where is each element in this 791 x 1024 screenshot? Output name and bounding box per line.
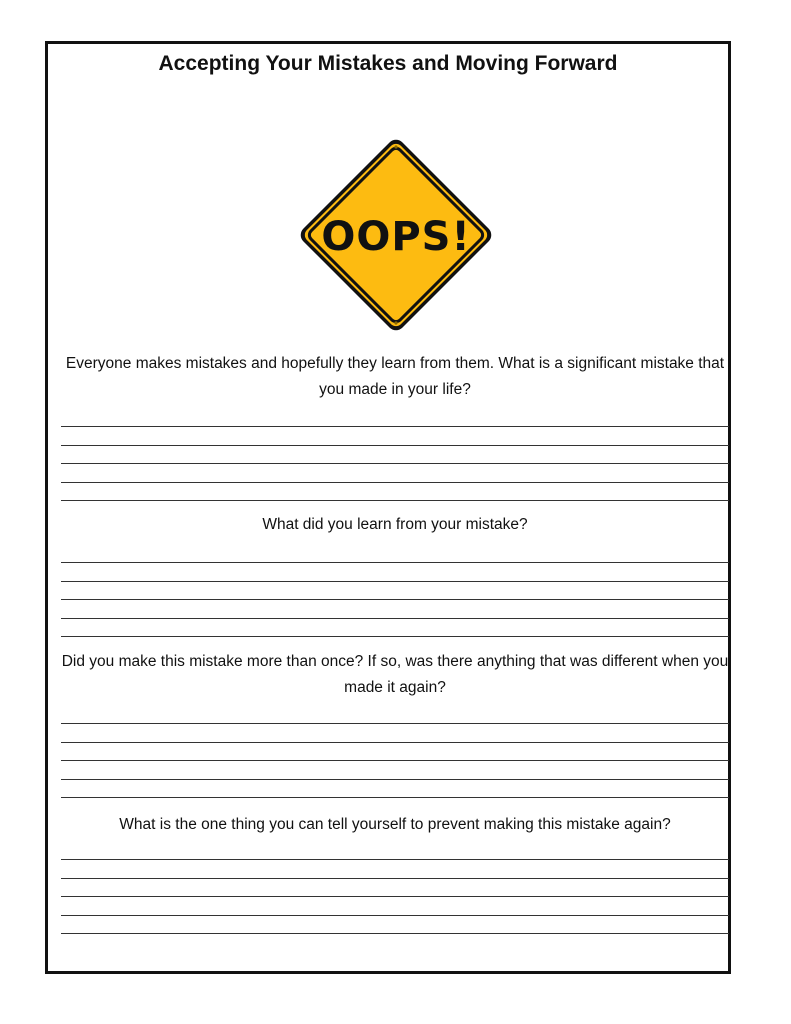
answer-line[interactable] — [61, 562, 729, 563]
question-1: Everyone makes mistakes and hopefully they learn from them. What is a significant mistake that you made in your life? — [65, 355, 725, 398]
sign-text: OOPS! — [321, 214, 471, 260]
question-3: Did you make this mistake more than once? If so, was there anything that was different when you made it again? — [61, 653, 729, 696]
answer-line[interactable] — [61, 797, 729, 798]
answer-line[interactable] — [61, 760, 729, 761]
answer-line[interactable] — [61, 742, 729, 743]
answer-line[interactable] — [61, 445, 729, 446]
answer-line[interactable] — [61, 779, 729, 780]
question-2: What did you learn from your mistake? — [262, 516, 528, 533]
answer-line[interactable] — [61, 463, 729, 464]
answer-line[interactable] — [61, 426, 729, 427]
answer-line[interactable] — [61, 482, 729, 483]
answer-line[interactable] — [61, 500, 729, 501]
answer-line[interactable] — [61, 859, 729, 860]
page-title: Accepting Your Mistakes and Moving Forward — [158, 52, 618, 75]
question-4: What is the one thing you can tell yourself to prevent making this mistake again? — [119, 816, 671, 833]
answer-line[interactable] — [61, 915, 729, 916]
answer-line[interactable] — [61, 896, 729, 897]
answer-line[interactable] — [61, 723, 729, 724]
answer-line[interactable] — [61, 636, 729, 637]
warning-diamond-sign-icon — [292, 131, 500, 339]
answer-line[interactable] — [61, 933, 729, 934]
answer-line[interactable] — [61, 581, 729, 582]
answer-line[interactable] — [61, 618, 729, 619]
answer-line[interactable] — [61, 878, 729, 879]
answer-line[interactable] — [61, 599, 729, 600]
